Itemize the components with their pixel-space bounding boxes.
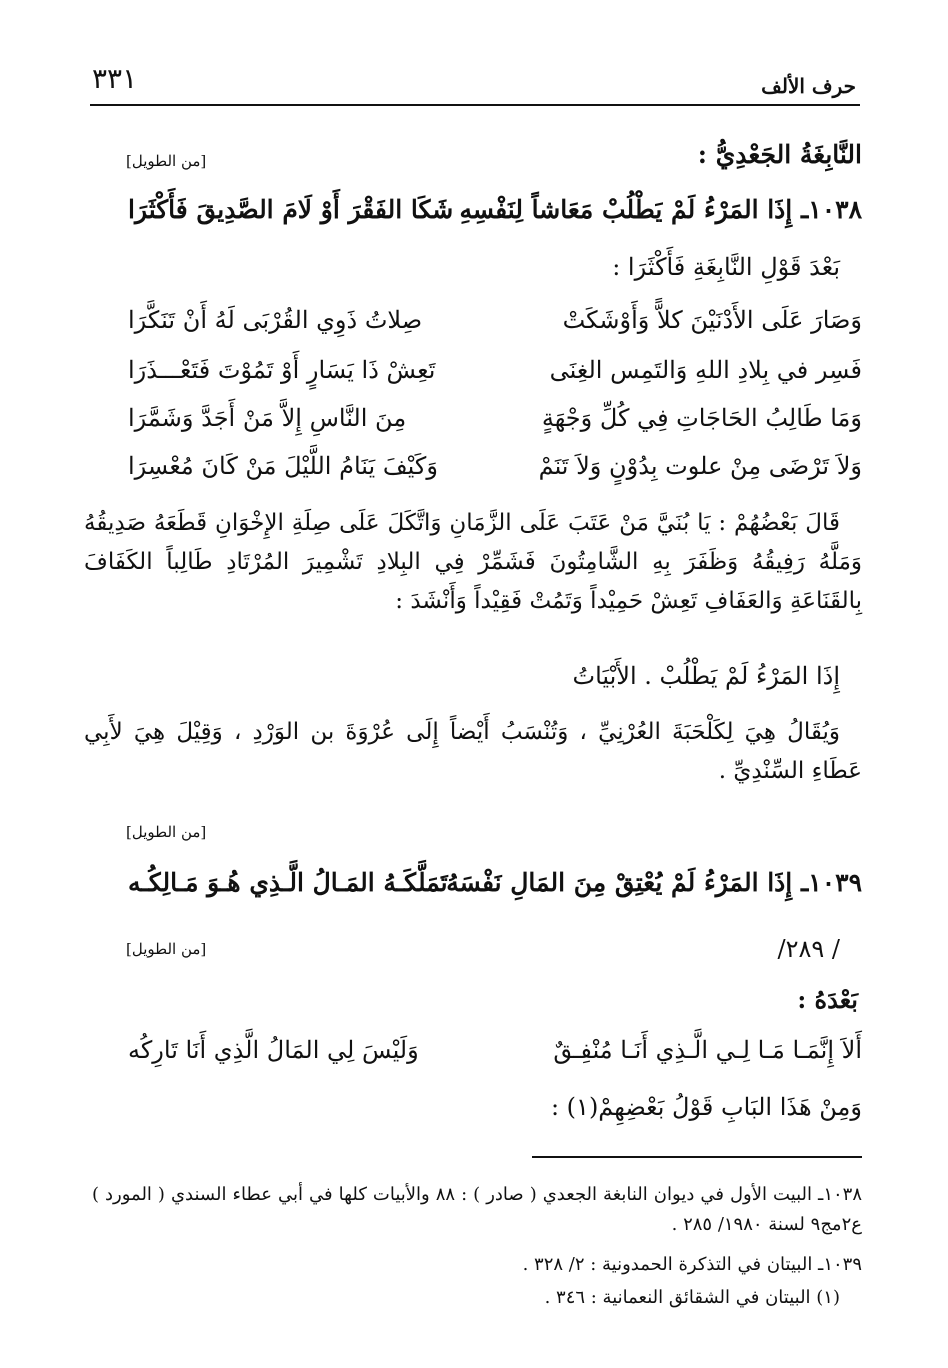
header-rule bbox=[90, 104, 860, 106]
meter-label: [من الطويل] bbox=[126, 940, 207, 958]
verse-1039-first-hemistich: ١٠٣٩ـ إِذَا المَرْءُ لَمْ يُعْتِقْ مِنَ المَالِ نَفْسَهُ bbox=[446, 868, 862, 897]
quote-line: إِذَا المَرْءُ لَمْ يَطْلُبْ . الأَبْيَاتُ bbox=[572, 662, 840, 690]
footnote-rule bbox=[532, 1156, 862, 1158]
verse-1039-second-hemistich: تَمَلَّكَـهُ المَـالُ الَّـذِي هُـوَ مَـالِكُـه bbox=[128, 868, 448, 897]
running-header-title: حرف الألف bbox=[761, 74, 856, 98]
verse-right: وَصَارَ عَلَى الأَدْنَيْنَ كلاًّ وَأَوْشَكَتْ bbox=[562, 306, 862, 334]
section-label: بَعْدَ قَوْلِ النَّابِغَةِ فَأَكْثَرَا : bbox=[612, 253, 840, 281]
verse-1038-first-hemistich: ١٠٣٨ـ إِذَا المَرْءُ لَمْ يَطْلُبْ مَعَاشاً لِنَفْسِهِ bbox=[459, 195, 862, 224]
verse-right: فَسِر في بِلادِ اللهِ وَالتَمِس الغِنَى bbox=[549, 356, 862, 384]
verse-right: وَلاَ تَرْضَى مِنْ علوت بِدُوْنٍ وَلاَ تَنَمْ bbox=[538, 452, 862, 480]
verse-left: وَلَيْسَ لِي المَالُ الَّذِي أَنَا تَارِكُه bbox=[128, 1036, 419, 1064]
verse-left: تَعِشْ ذَا يَسَارٍ أَوْ تَمُوْتَ فَتَعْـــذَرَا bbox=[128, 356, 436, 384]
reference-number: / ٢٨٩/ bbox=[777, 935, 840, 963]
footnote: ١٠٣٨ـ البيت الأول في ديوان النابغة الجعدي ( صادر ) : ٨٨ والأبيات كلها في أبي عطاء السندي ( المورد ) ع٢مج٩ لسنة ١٩٨٠/ ٢٨٥ . bbox=[92, 1184, 862, 1235]
verse-left: وَكَيْفَ يَنَامُ اللَّيْلَ مَنْ كَانَ مُعْسِرَا bbox=[128, 452, 438, 480]
footnote: ١٠٣٩ـ البيتان في التذكرة الحمدونية : ٢/ ٣٢٨ . bbox=[522, 1254, 862, 1275]
verse-left: مِنَ النَّاسِ إِلاَّ مَنْ أَجَدَّ وَشَمَّرَا bbox=[128, 404, 407, 432]
closing-line: وَمِنْ هَذَا البَابِ قَوْلُ بَعْضِهِمْ(١) : bbox=[550, 1093, 862, 1121]
prose-paragraph: قَالَ بَعْضُهُمْ : يَا بُنَيَّ مَنْ عَتَبَ عَلَى الزَّمَانِ وَاتَّكَلَ عَلَى صِلَةِ الإِخْوَانِ قَطَعَهُ صَدِيقُهُ وَمَلَّهُ رَفِيقُهُ وَظَفَرَ بِهِ الشَّامِتُونَ فَشَمِّرْ فِي البِلادِ تَشْمِيرَ المُرْتَادِ طَالِباً الكَفَافَ بِالقَنَاعَةِ وَالعَفَافِ تَعِشْ حَمِيْداً وَتَمُتْ فَقِيْداً وَأَنْشَدَ : bbox=[84, 510, 862, 614]
page-number: ٣٣١ bbox=[92, 62, 138, 95]
meter-label: [من الطويل] bbox=[126, 152, 207, 170]
verse-1038-second-hemistich: شَكَا الفَقْرَ أَوْ لَامَ الصَّدِيقَ فَأَكْثَرَا bbox=[128, 195, 454, 224]
attribution-paragraph: وَيُقَالُ هِيَ لِكَلْحَبَةَ العُرْنِيِّ ، وَتُنْسَبُ أَيْضاً إِلَى عُرْوَةَ بن الوَرْدِ ، وَقِيْلَ هِيَ لأَبِي عَطَاءِ السِّنْدِيِّ . bbox=[84, 719, 862, 784]
verse-right: أَلاَ إِنَّمَـا مَـا لِـي الَّـذِي أَنَـا مُنْفِـقٌ bbox=[553, 1036, 862, 1064]
verse-right: وَمَا طَالِبُ الحَاجَاتِ فِي كُلِّ وَجْهَةٍ bbox=[541, 404, 862, 432]
poet-name: النَّابِغَةُ الجَعْدِيُّ : bbox=[697, 140, 862, 169]
meter-label: [من الطويل] bbox=[126, 823, 207, 841]
footnote: (١) البيتان في الشقائق النعمانية : ٣٤٦ . bbox=[544, 1287, 840, 1308]
verse-left: صِلاتُ ذَوِي القُرْبَى لَهُ أَنْ تَنَكَّرَا bbox=[128, 306, 423, 334]
section-label: بَعْدَهُ : bbox=[797, 985, 858, 1014]
